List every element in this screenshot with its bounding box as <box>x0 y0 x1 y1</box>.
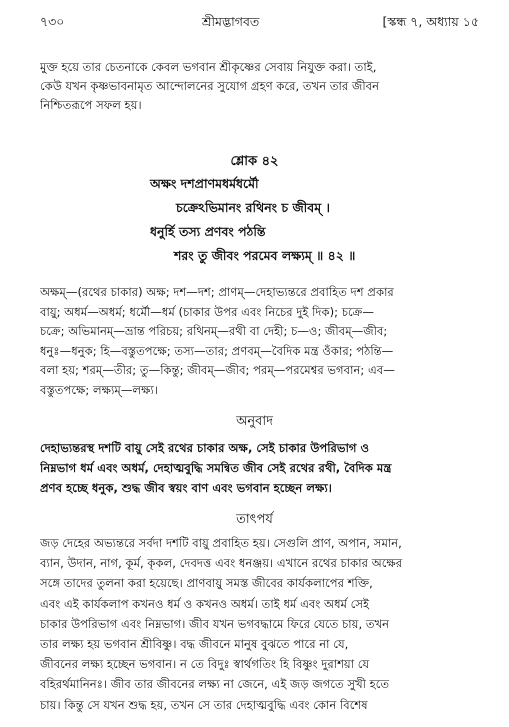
book-title: শ্রীমদ্ভাগবত <box>202 14 260 29</box>
verse-heading: শ্লোক ৪২ <box>230 154 279 169</box>
intro-paragraph <box>40 58 475 115</box>
translation-heading: অনুবাদ <box>236 414 273 429</box>
text-line: সঙ্গে তাদের তুলনা করা হয়েছে। প্রাণবায়ু সমস্ত জীবের কার্যকলাপের শক্তি, <box>40 576 373 591</box>
text-line: ব্যান, উদান, নাগ, কূর্ম, কৃকল, দেবদত্ত এবং ধনঞ্জয়। এখানে রথের চাকার অক্ষের <box>40 556 403 571</box>
verse-line: শরং তু জীবং পরমেব লক্ষ্যম্ ॥ ৪২ ॥ <box>174 248 356 263</box>
text-line: দেহাভ্যন্তরস্থ দশটি বায়ু সেই রথের চাকার অক্ষ, সেই চাকার উপরিভাগ ও <box>40 441 370 455</box>
text-line: নিম্নভাগ ধর্ম এবং অধর্ম, দেহাত্মবুদ্ধি সমন্বিত জীব সেই রথের রথী, বৈদিক মন্ত্র <box>40 461 392 475</box>
text-line: বায়ু; অধর্ম—অধর্ম; ধর্মৌ—ধর্ম (চাকার উপর এবং নিচের দুই দিক); চক্রে— <box>40 304 374 319</box>
verse-line: অক্ষং দশপ্রাণমধর্মধর্মৌ <box>150 176 259 191</box>
text-line: ধনুঃ—ধনুক; হি—বস্তুতপক্ষে; তস্য—তার; প্রণবম্—বৈদিক মন্ত্র ওঁকার; পঠন্তি— <box>40 343 394 358</box>
purport-heading: তাৎপর্য <box>236 512 273 527</box>
text-line: বলা হয়; শরম্—তীর; তু—কিন্তু; জীবম্—জীব; পরম্—পরমেশ্বর ভগবান; এব— <box>40 363 395 378</box>
translation-paragraph <box>40 438 475 498</box>
text-line: চায়। কিন্তু সে যখন শুদ্ধ হয়, তখন সে তার দেহাত্মবুদ্ধি এবং কোন বিশেষ <box>40 697 368 712</box>
text-line: জীবনের লক্ষ্য হচ্ছেন ভগবান। ন তে বিদুঃ স্বার্থগতিং হি বিষ্ণুং দুরাশয়া যে <box>40 657 370 672</box>
text-line: তার লক্ষ্য হয় ভগবান শ্রীবিষ্ণু। বদ্ধ জীবনে মানুষ বুঝতে পারে না যে, <box>40 637 349 652</box>
text-line: মুক্ত হয়ে তার চেতনাকে কেবল ভগবান শ্রীকৃষ্ণের সেবায় নিযুক্ত করা। তাই, <box>40 60 377 74</box>
text-line: বস্তুতপক্ষে; লক্ষ্যম্—লক্ষ্য। <box>40 382 158 397</box>
text-line: কেউ যখন কৃষ্ণভাবনামৃত আন্দোলনের সুযোগ গ্রহণ করে, তখন তার জীবন <box>40 79 380 93</box>
text-line: এবং এই কার্যকলাপ কখনও ধর্ম ও কখনও অধর্ম। তাই ধর্ম এবং অধর্ম সেই <box>40 596 370 611</box>
text-line: জড় দেহের অভ্যন্তরে সর্বদা দশটি বায়ু প্রবাহিত হয়। সেগুলি প্রাণ, অপান, সমান, <box>40 536 402 550</box>
text-line: অক্ষম্—(রথের চাকার) অক্ষ; দশ—দশ; প্রাণম্—দেহাভ্যন্তরে প্রবাহিত দশ প্রকার <box>40 285 394 299</box>
synonyms-paragraph <box>40 283 475 401</box>
text-line: চক্রে; অভিমানম্—ভ্রান্ত পরিচয়; রথিনম্—রথী বা দেহী; চ—ও; জীবম্—জীব; <box>40 324 388 339</box>
text-line: নিশ্চিতরূপে সফল হয়। <box>40 98 142 112</box>
canto-chapter-label: [স্কন্ধ ৭, অধ্যায় ১৫ <box>382 14 479 29</box>
text-line: বহিরর্থমানিনঃ। জীব তার জীবনের লক্ষ্য না জেনে, এই জড় জগতে সুখী হতে <box>40 677 390 692</box>
page-number: ৭৩০ <box>40 14 65 29</box>
verse-line: ধনুর্হি তস্য প্রণবং পঠন্তি <box>150 224 266 239</box>
page-header <box>40 14 479 34</box>
text-line: প্রণব হচ্ছে ধনুক, শুদ্ধ জীব স্বয়ং বাণ এবং ভগবান হচ্ছেন লক্ষ্য। <box>40 481 332 495</box>
verse-line: চক্রেঽভিমানং রথিনং চ জীবম্ । <box>176 200 330 215</box>
text-line: চাকার উপরিভাগ এবং নিম্নভাগ। জীব যখন ভগবদ্ধামে ফিরে যেতে চায়, তখন <box>40 616 390 631</box>
purport-paragraph <box>40 533 475 715</box>
